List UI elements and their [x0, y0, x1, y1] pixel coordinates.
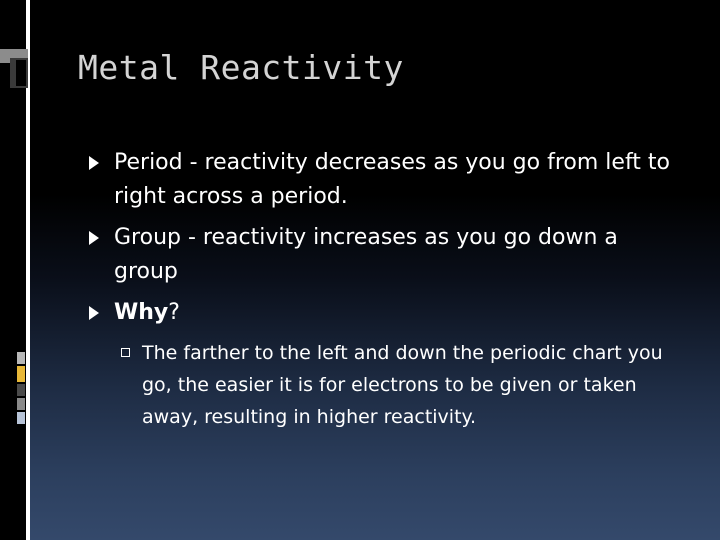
bullet-text: ? — [168, 300, 180, 325]
accent-stripe — [17, 366, 25, 382]
bullet-arrow-icon — [89, 156, 99, 170]
bullet-item — [88, 146, 688, 214]
bullet-item — [88, 221, 688, 289]
title-accent-inner — [16, 60, 26, 86]
accent-stripe — [17, 384, 25, 396]
sub-bullet-square-icon — [121, 348, 130, 357]
bullet-text: Group - reactivity increases as you go down a group — [114, 225, 618, 284]
bullet-arrow-icon — [89, 231, 99, 245]
accent-stripe — [17, 352, 25, 364]
bullet-strong-text: Why — [114, 300, 169, 325]
bullet-item — [88, 296, 688, 330]
slide-title: Metal Reactivity — [78, 48, 404, 87]
accent-stripe — [17, 398, 25, 410]
sub-bullet-item — [118, 337, 688, 433]
accent-stripe — [17, 412, 25, 424]
bullet-text: Period - reactivity decreases as you go from left to right across a period. — [114, 150, 671, 209]
accent-stripes — [17, 352, 25, 424]
bullet-arrow-icon — [89, 306, 99, 320]
sub-bullet-text: The farther to the left and down the periodic chart you go, the easier it is for electrons to be given or taken away, resulting in higher reactivity. — [142, 342, 663, 428]
bullet-list — [88, 146, 688, 433]
